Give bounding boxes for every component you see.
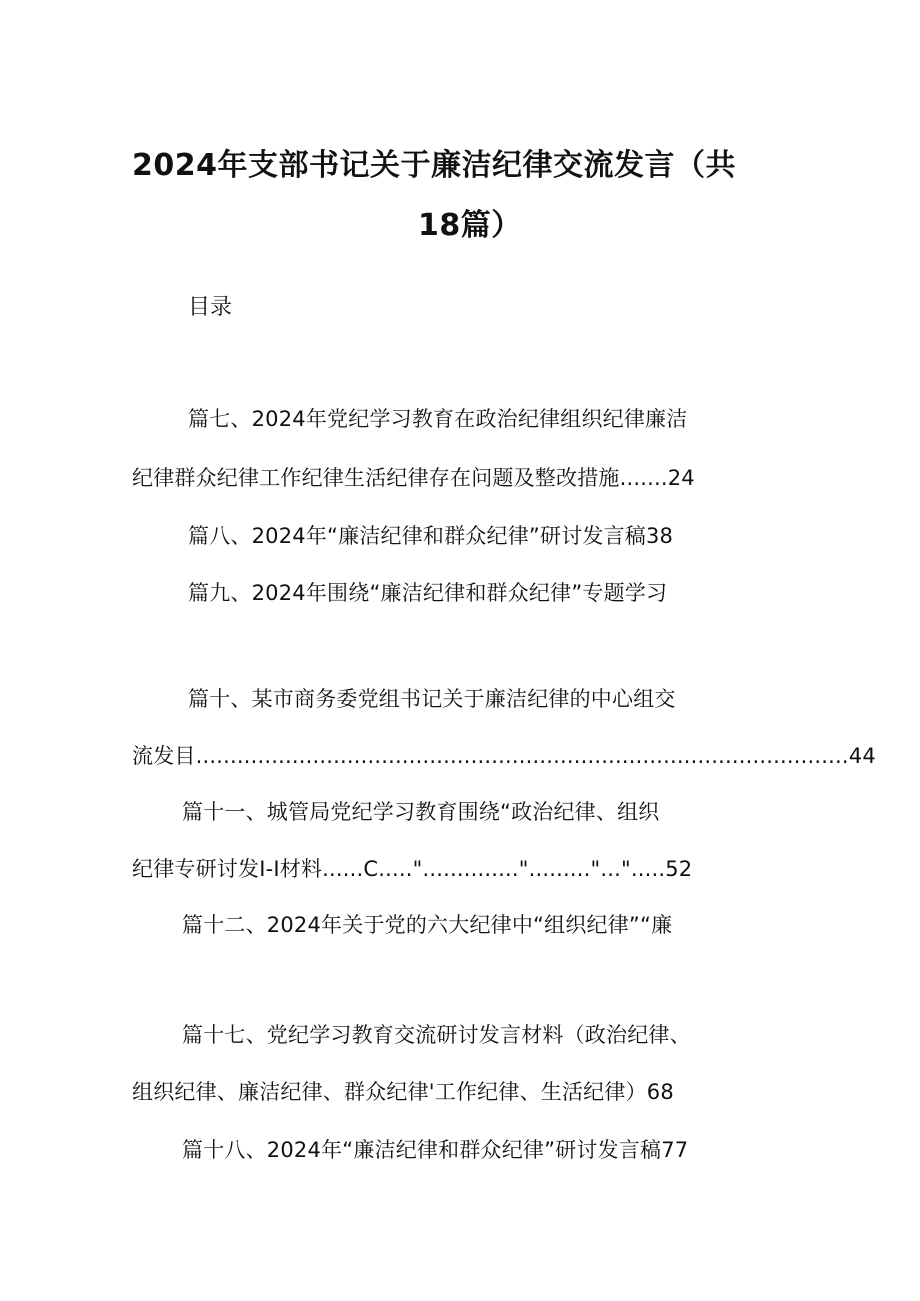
toc-line: 篇十七、党纪学习教育交流研讨发言材料（政治纪律、 xyxy=(182,1023,691,1047)
document-title-line-2: 18篇） xyxy=(418,208,522,243)
toc-line: 篇九、2024年围绕“廉洁纪律和群众纪律”专题学习 xyxy=(188,581,668,605)
toc-heading: 目录 xyxy=(188,295,233,320)
document-title-line-1: 2024年支部书记关于廉洁纪律交流发言（共 xyxy=(132,148,736,183)
toc-line: 纪律专研讨发I-I材料......C.....".............."........."...".....52 xyxy=(132,857,693,881)
toc-line: 组织纪律、廉洁纪律、群众纪律'工作纪律、生活纪律）68 xyxy=(132,1080,674,1104)
toc-line: 篇十、某市商务委党组书记关于廉洁纪律的中心组交 xyxy=(188,687,676,711)
toc-line: 篇八、2024年“廉洁纪律和群众纪律”研讨发言稿38 xyxy=(188,524,674,548)
toc-line: 篇十八、2024年“廉洁纪律和群众纪律”研讨发言稿77 xyxy=(182,1138,689,1162)
toc-line: 篇七、2024年党纪学习教育在政治纪律组织纪律廉洁 xyxy=(188,407,688,431)
toc-line: 纪律群众纪律工作纪律生活纪律存在问题及整改措施.......24 xyxy=(132,466,695,490)
toc-line: 流发目...............................................................................................44 xyxy=(132,744,876,768)
toc-line: 篇十二、2024年关于党的六大纪律中“组织纪律”“廉 xyxy=(182,913,673,937)
toc-line: 篇十一、城管局党纪学习教育围绕“政治纪律、组织 xyxy=(182,800,660,824)
